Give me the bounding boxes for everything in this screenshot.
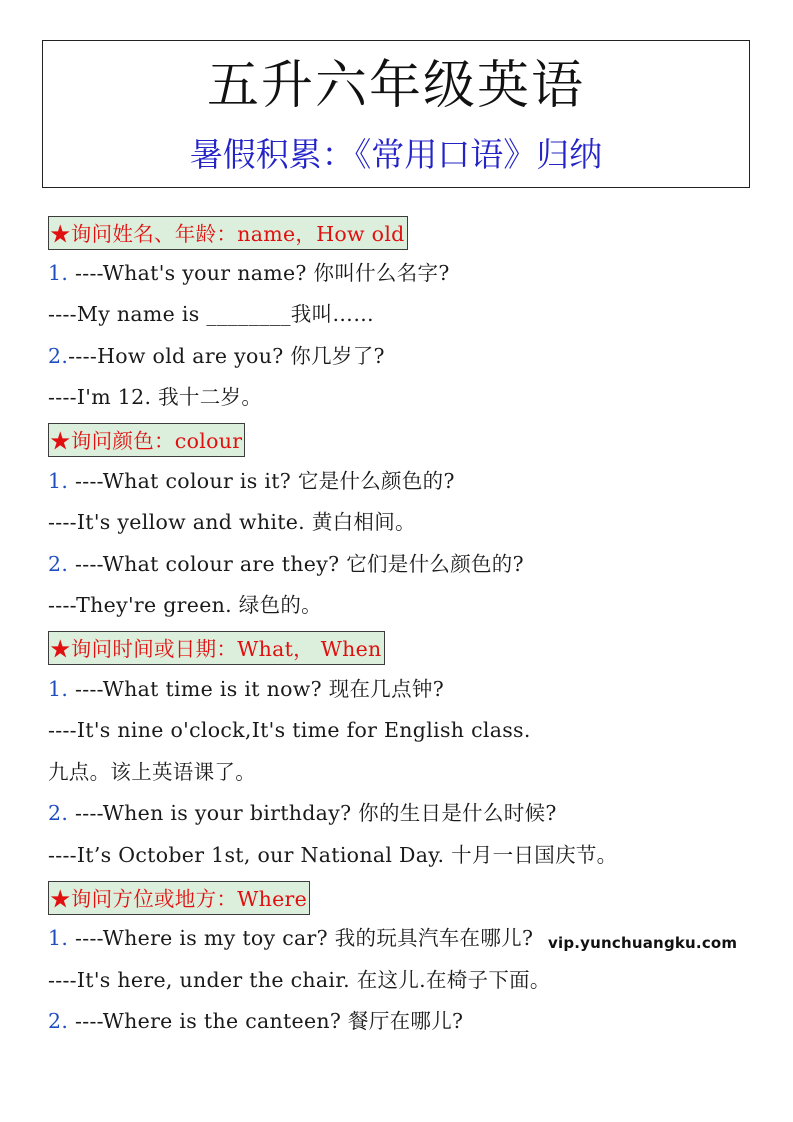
- dialogue-text: 九点。该上英语课了。: [48, 759, 256, 784]
- section-heading-row: [48, 419, 768, 461]
- dialogue-text: ----My name is ________我叫……: [48, 302, 374, 327]
- dialogue-line: [48, 710, 768, 752]
- dialogue-line: [48, 752, 768, 794]
- item-number: 1.: [48, 468, 69, 493]
- item-number: 2.: [48, 551, 69, 576]
- watermark: vip.yunchuangku.com: [548, 934, 738, 952]
- dialogue-text: ----I'm 12. 我十二岁。: [48, 385, 263, 410]
- page-subtitle: 暑假积累：《常用口语》归纳: [189, 135, 603, 174]
- section-heading-row: [48, 877, 768, 919]
- dialogue-line: [48, 253, 768, 295]
- dialogue-text: ----It's here, under the chair. 在这儿.在椅子下面。: [48, 967, 551, 992]
- dialogue-line: [48, 502, 768, 544]
- dialogue-line: [48, 336, 768, 378]
- section-heading: ★询问姓名、年龄：name，How old: [48, 216, 408, 250]
- title-box: [42, 40, 750, 188]
- section-heading-row: [48, 627, 768, 669]
- item-number: 2.: [48, 343, 69, 368]
- dialogue-text: ----What colour is it? 它是什么颜色的?: [68, 468, 455, 493]
- section-heading: ★询问时间或日期：What， When: [48, 631, 385, 665]
- dialogue-line: [48, 294, 768, 336]
- dialogue-line: [48, 669, 768, 711]
- dialogue-text: ----It's yellow and white. 黄白相间。: [48, 510, 416, 535]
- dialogue-text: ----What's your name? 你叫什么名字?: [68, 260, 450, 285]
- item-number: 2.: [48, 801, 69, 826]
- phrase-list: [48, 211, 768, 1043]
- dialogue-text: ----Where is the canteen? 餐厅在哪儿?: [68, 1009, 464, 1034]
- section-heading: ★询问颜色：colour: [48, 423, 245, 457]
- item-number: 1.: [48, 260, 69, 285]
- dialogue-line: [48, 377, 768, 419]
- dialogue-text: ----What colour are they? 它们是什么颜色的?: [68, 551, 524, 576]
- dialogue-line: [48, 1001, 768, 1043]
- dialogue-line: [48, 461, 768, 503]
- page-title: 五升六年级英语: [206, 56, 585, 116]
- item-number: 1.: [48, 676, 69, 701]
- dialogue-text: ----When is your birthday? 你的生日是什么时候?: [68, 801, 557, 826]
- item-number: 1.: [48, 926, 69, 951]
- section-heading: ★询问方位或地方：Where: [48, 881, 310, 915]
- section-heading-row: [48, 211, 768, 253]
- dialogue-text: ----It’s October 1st, our National Day. 十月一日国庆节。: [48, 842, 618, 867]
- dialogue-text: ----It's nine o'clock,It's time for English class.: [48, 718, 531, 743]
- dialogue-line: [48, 544, 768, 586]
- dialogue-line: [48, 835, 768, 877]
- dialogue-line: [48, 793, 768, 835]
- item-number: 2.: [48, 1009, 69, 1034]
- dialogue-text: ----They're green. 绿色的。: [48, 593, 322, 618]
- dialogue-text: ----Where is my toy car? 我的玩具汽车在哪儿?: [68, 926, 534, 951]
- dialogue-line: [48, 960, 768, 1002]
- dialogue-line: [48, 585, 768, 627]
- dialogue-text: ----How old are you? 你几岁了?: [68, 343, 385, 368]
- dialogue-text: ----What time is it now? 现在几点钟?: [68, 676, 444, 701]
